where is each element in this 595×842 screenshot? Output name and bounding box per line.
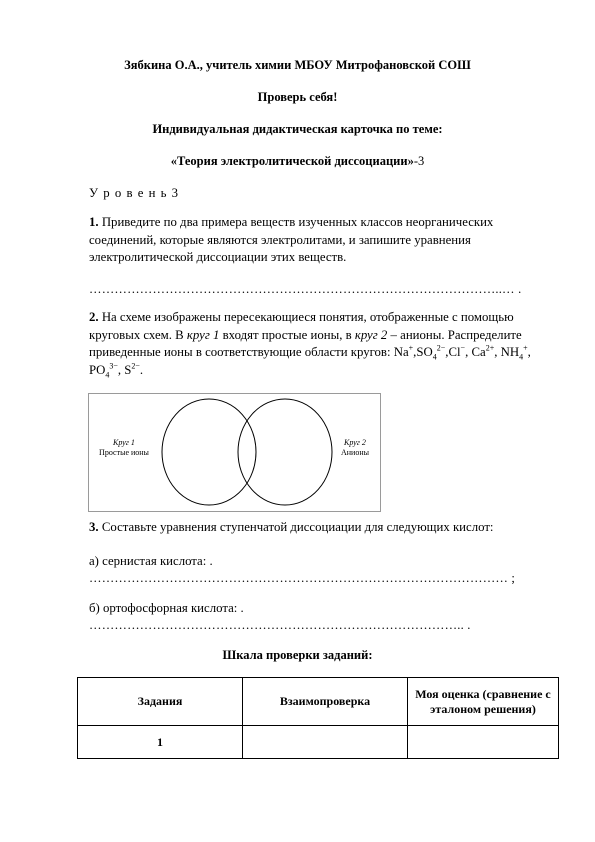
task2-text xyxy=(89,309,549,379)
task3-dots-b: …………………………………………………………………………….. . xyxy=(89,618,471,632)
task1-answer-dots: ……………………………………………………………………………………..… . xyxy=(89,282,522,296)
ion-charge: 2− xyxy=(131,361,140,371)
topic-text: «Теория электролитической диссоциации» xyxy=(170,154,414,168)
task1-body: Приведите по два примера веществ изученных классов неорганических соединений, которые являются электролитами, и запишите уравнения электролитической диссоциации этих веществ. xyxy=(89,215,494,264)
circle-2 xyxy=(238,399,332,505)
task2-body-b: входят простые ионы, в xyxy=(219,327,355,342)
task3-body: Составьте уравнения ступенчатой диссоциации для следующих кислот: xyxy=(101,520,494,534)
task3-item-b: б) ортофосфорная кислота: . xyxy=(89,601,244,615)
ion-base: Cl xyxy=(448,345,461,359)
circle2-caption: Анионы xyxy=(341,448,369,457)
header-tasks: Задания xyxy=(78,678,243,726)
ion-base: NH xyxy=(500,345,520,359)
circle1-ref: круг 1 xyxy=(186,327,220,342)
circle2-title: Круг 2 xyxy=(344,438,366,447)
ion-separator: , xyxy=(445,345,449,359)
card-title: Индивидуальная дидактическая карточка по теме: xyxy=(152,122,443,136)
row1-my-grade[interactable] xyxy=(408,726,559,759)
ion-separator: , xyxy=(494,345,501,359)
circle1-title: Круг 1 xyxy=(113,438,135,447)
task2-body-a: На схеме изображены пересекающиеся понятия, отображенные с помощью круговых схем. В xyxy=(89,310,514,342)
ion-charge: + xyxy=(523,343,528,353)
ion-formula xyxy=(124,363,143,377)
header-my-grade: Моя оценка (сравнение с эталоном решения) xyxy=(408,678,559,726)
ion-base: PO xyxy=(89,362,106,377)
level-label: У р о в е н ь 3 xyxy=(89,186,180,200)
ion-charge: 2− xyxy=(436,343,446,353)
ion-separator: , xyxy=(527,345,531,359)
row1-task: 1 xyxy=(78,726,243,759)
task3-dots-a: ……………………………………………………………………………………… ; xyxy=(89,571,516,585)
grading-title: Шкала проверки заданий: xyxy=(222,648,373,662)
circle1-label xyxy=(92,438,156,458)
ion-separator: , xyxy=(465,345,472,359)
ion-formula xyxy=(448,345,471,359)
check-title: Проверь себя! xyxy=(257,90,338,104)
ion-charge: 3− xyxy=(109,361,118,371)
task3-text xyxy=(89,519,549,537)
ion-separator: , xyxy=(117,362,125,377)
ion-formula xyxy=(500,343,531,362)
circle2-ref: круг 2 xyxy=(354,327,388,342)
grading-table xyxy=(77,677,559,759)
ion-formula xyxy=(89,361,125,380)
circle2-label xyxy=(333,438,377,458)
ion-base: S xyxy=(124,362,132,377)
ion-formula xyxy=(394,345,417,359)
ion-separator: , xyxy=(413,345,417,359)
ion-subscript: 4 xyxy=(519,352,524,362)
ion-formula xyxy=(416,343,449,362)
task2-number: 2. xyxy=(89,310,99,324)
ion-base: Na xyxy=(393,345,409,359)
task2-body-c: – анионы. Распределите приведенные ионы в соответствующие области кругов: xyxy=(89,327,522,359)
ion-separator: . xyxy=(139,362,144,377)
task1-number: 1. xyxy=(89,215,99,229)
table-row xyxy=(78,726,559,759)
venn-diagram xyxy=(88,393,381,512)
task1-text xyxy=(89,214,549,267)
topic-title xyxy=(0,154,595,169)
circle-1 xyxy=(162,399,256,505)
task3-number: 3. xyxy=(89,520,99,534)
task3-item-a: а) сернистая кислота: . xyxy=(89,554,213,568)
ion-base: SO xyxy=(416,345,433,359)
header-peer-review: Взаимопроверка xyxy=(243,678,408,726)
ion-charge: + xyxy=(408,343,414,353)
ion-charge: 2+ xyxy=(485,343,495,353)
topic-suffix: -3 xyxy=(413,154,425,168)
circle1-caption: Простые ионы xyxy=(99,448,149,457)
grading-header-row xyxy=(78,678,559,726)
ion-subscript: 4 xyxy=(432,352,437,362)
ion-base: Ca xyxy=(471,345,486,359)
author-line: Зябкина О.А., учитель химии МБОУ Митрофановской СОШ xyxy=(124,58,471,72)
ion-charge: − xyxy=(460,343,466,353)
ion-formula xyxy=(471,345,500,359)
row1-peer-review[interactable] xyxy=(243,726,408,759)
ion-subscript: 4 xyxy=(105,370,110,380)
